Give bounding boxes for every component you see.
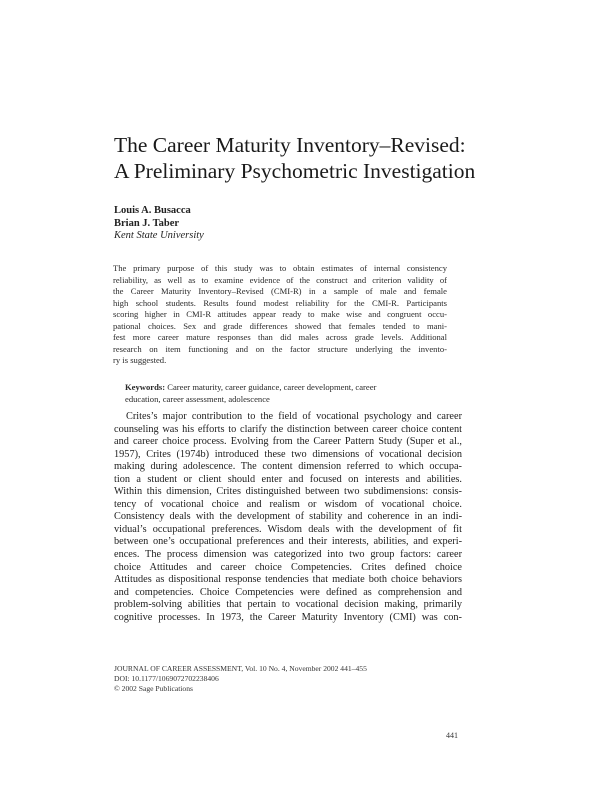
abstract-line: scoring higher in CMI-R attitudes appear ready to make wise and congruent occu- (113, 309, 447, 319)
abstract-line: ry is suggested. (113, 355, 167, 365)
body-line: ences. The process dimension was categorized into two group factors: career (114, 549, 462, 561)
title-line-1: The Career Maturity Inventory–Revised: (114, 133, 466, 157)
body-line: Within this dimension, Crites distinguished between two subdimensions: consis- (114, 486, 462, 498)
article-title (114, 132, 534, 184)
journal-footer (114, 664, 367, 694)
body-line: Attitudes as dispositional response tendencies that mediate both choice behaviors (114, 574, 462, 586)
journal-citation: JOURNAL OF CAREER ASSESSMENT, Vol. 10 No. 4, November 2002 441–455 (114, 664, 367, 673)
body-line: making during adolescence. The content dimension referred to which occupa- (114, 461, 462, 473)
keywords-line: education, career assessment, adolescence (125, 393, 270, 404)
body-line: vidual’s occupational preferences. Wisdom deals with the development of fit (114, 523, 462, 535)
keywords-text: Career maturity, career guidance, career development, career (167, 382, 377, 392)
title-line-2: A Preliminary Psychometric Investigation (114, 159, 476, 183)
keywords-label: Keywords: (125, 382, 166, 392)
body-paragraph (114, 411, 462, 624)
author-block (114, 205, 204, 243)
body-line: between one’s occupational preferences and their interests, abilities, and experi- (114, 536, 462, 548)
author-name: Louis A. Busacca (114, 205, 191, 216)
abstract-line: reliability, as well as to examine evidence of the construct and criterion validity of (113, 274, 447, 285)
abstract-line: fest more career mature responses than did males across grade levels. Additional (113, 332, 447, 342)
body-line: counseling was his efforts to clarify the distinction between career choice content (114, 423, 462, 435)
author-affiliation: Kent State University (114, 230, 204, 241)
body-line: Consistency deals with the development of stability and coherence in an indi- (114, 511, 462, 523)
page-number: 441 (446, 731, 458, 740)
doi: DOI: 10.1177/1069072702238406 (114, 674, 219, 683)
keywords (125, 382, 447, 405)
body-line: tency of vocational choice and realism or wisdom of vocational choice. (114, 498, 462, 510)
body-line: problem-solving abilities that pertain to vocational decision making, primarily (114, 599, 462, 611)
body-line: cognitive processes. In 1973, the Career Maturity Inventory (CMI) was con- (114, 611, 462, 623)
abstract-line: The primary purpose of this study was to obtain estimates of internal consistency (113, 263, 447, 273)
body-line: tion a student or client should enter and focused on interests and abilities. (114, 473, 462, 485)
body-line: 1957), Crites (1974b) introduced these two dimensions of vocational decision (114, 448, 462, 460)
abstract-line: research on item functioning and on the factor structure underlying the invento- (113, 343, 447, 354)
abstract (113, 263, 447, 367)
copyright: © 2002 Sage Publications (114, 684, 193, 693)
body-line: choice Attitudes and career choice Competencies. Crites defined choice (114, 561, 462, 573)
abstract-line: pational choices. Sex and grade differences showed that females tended to mani- (113, 320, 447, 331)
body-line: and competencies. Choice Competencies were defined as comprehension and (114, 586, 462, 598)
abstract-line: the Career Maturity Inventory–Revised (CMI-R) in a sample of male and female (113, 286, 447, 296)
body-line: and career choice process. Evolving from the Career Pattern Study (Super et al., (114, 436, 462, 448)
abstract-line: high school students. Results found modest reliability for the CMI-R. Participants (113, 297, 447, 308)
author-name: Brian J. Taber (114, 217, 180, 229)
keywords-line (125, 382, 447, 394)
body-line: Crites’s major contribution to the field of vocational psychology and career (126, 411, 462, 422)
